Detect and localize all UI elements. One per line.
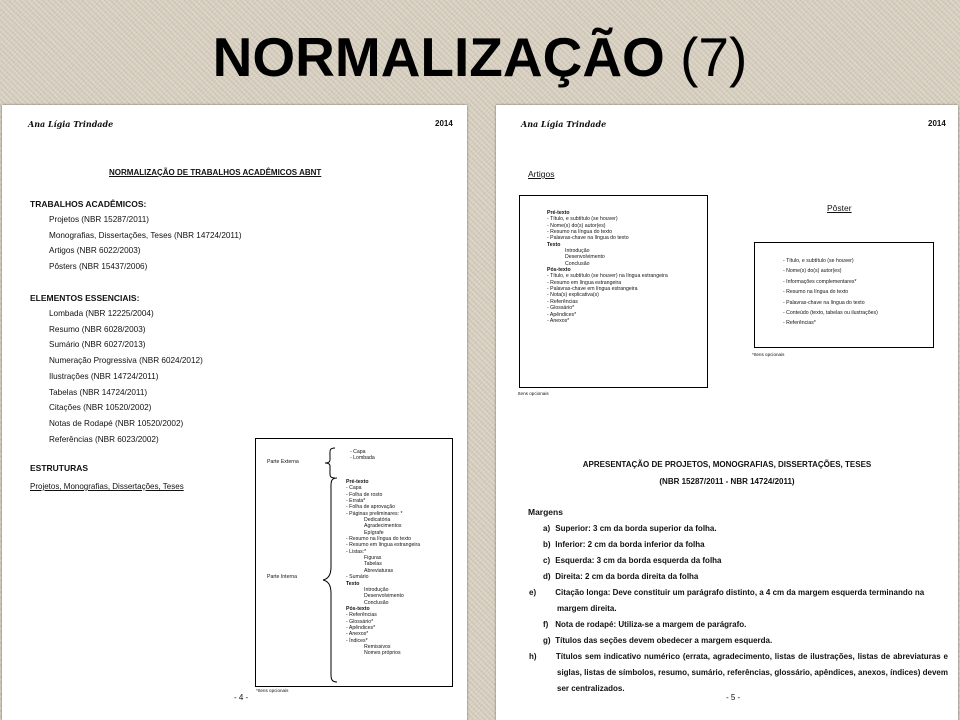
apresentacao-title: APRESENTAÇÃO DE PROJETOS, MONOGRAFIAS, DISSERTAÇÕES, TESES	[582, 460, 872, 469]
list-item: - Folha de rosto	[346, 491, 383, 498]
rule-text: Esquerda: 3 cm da borda esquerda da folha	[555, 556, 722, 565]
rule-label: d)	[543, 572, 551, 581]
list-item: - Referências	[346, 612, 377, 619]
list-item: Monografias, Dissertações, Teses (NBR 14724/2011)	[49, 230, 242, 240]
rule-item	[543, 521, 948, 537]
list-item: - Resumo em língua estrangeira	[547, 279, 622, 286]
apresentacao-subtitle: (NBR 15287/2011 - NBR 14724/2011)	[659, 477, 795, 486]
internal-items	[346, 479, 420, 657]
list-item: Tabelas (NBR 14724/2011)	[49, 387, 148, 397]
list-subitem: Figuras	[364, 555, 382, 562]
texto-title: Texto	[547, 241, 561, 248]
rule-item	[543, 569, 948, 585]
list-item: - Nota(s) explicativa(s)	[547, 292, 599, 299]
section-title-elementos: ELEMENTOS ESSENCIAIS:	[30, 293, 140, 303]
rule-item	[529, 585, 948, 617]
slide-title-main: NORMALIZAÇÃO	[212, 26, 665, 88]
postexto-title: Pós-texto	[346, 605, 370, 612]
artigos-title: Artigos	[528, 169, 555, 179]
brace-external-icon	[324, 447, 338, 479]
list-item: Notas de Rodapé (NBR 10520/2002)	[49, 418, 184, 428]
postexto-title: Pós-texto	[547, 267, 571, 274]
list-item: - Anexos*	[547, 317, 570, 324]
list-item: - Palavras-chave na língua do texto	[547, 235, 629, 242]
list-subitem: Nomes próprios	[364, 650, 401, 657]
list-item: - Resumo na língua do texto	[547, 229, 613, 236]
list-item: - Sumário	[346, 574, 369, 581]
rule-label: e)	[529, 588, 537, 597]
list-item: Lombada (NBR 12225/2004)	[49, 309, 154, 318]
list-item: Sumário (NBR 6027/2013)	[49, 340, 146, 350]
artigos-items	[547, 210, 668, 324]
rule-text: Citação longa: Deve constituir um parágrafo distinto, a 4 cm da margem esquerda terminando na margem direita.	[555, 588, 925, 613]
texto-title: Texto	[346, 580, 360, 587]
list-item: - Título, e subtítulo (se houver)	[547, 216, 618, 223]
poster-title: Pôster	[827, 203, 852, 213]
external-part-label: Parte Externa	[267, 459, 299, 465]
list-subitem: Tabelas	[364, 561, 382, 568]
list-item: Artigos (NBR 6022/2003)	[49, 246, 141, 256]
list-subitem: Abreviaturas	[364, 567, 394, 574]
rule-label: h)	[529, 652, 537, 661]
rule-label: f)	[543, 620, 549, 629]
list-item: - Título, e subtítulo (se houver) na língua estrangeira	[547, 273, 668, 280]
list-item: - Apêndices*	[346, 624, 376, 631]
slide-title	[0, 22, 960, 92]
list-subitem: Desenvolvimento	[364, 593, 404, 600]
list-elementos	[49, 306, 203, 447]
document-page-right	[496, 105, 958, 720]
list-item: - Nome(s) do(s) autor(es)	[547, 222, 606, 229]
margens-rules	[529, 521, 948, 697]
list-item: - Palavras-chave na língua do texto	[783, 299, 865, 306]
rule-text: Títulos das seções devem obedecer a margem esquerda.	[555, 636, 773, 645]
page-author: Ana Lígia Trindade	[521, 119, 607, 129]
list-item: - Capa	[350, 449, 366, 455]
list-item: Numeração Progressiva (NBR 6024/2012)	[49, 356, 203, 366]
list-item: - Listas:*	[346, 548, 367, 555]
list-item: Referências (NBR 6023/2002)	[49, 434, 159, 444]
list-subitem: Conclusão	[565, 260, 590, 267]
slide-title-number: (7)	[680, 26, 748, 88]
list-item: - Anexos*	[346, 631, 369, 638]
diagram-footnote: *Itens opcionais	[256, 688, 289, 693]
list-subitem: Introdução	[364, 586, 389, 593]
list-subitem: Introdução	[565, 248, 590, 255]
list-item: Pôsters (NBR 15437/2006)	[49, 261, 148, 271]
list-subitem: Desenvolvimento	[565, 254, 605, 261]
document-page-left	[2, 105, 467, 720]
list-item: Ilustrações (NBR 14724/2011)	[49, 371, 159, 381]
list-item: - Lombada	[350, 455, 375, 462]
list-item: - Referências	[547, 298, 578, 305]
list-item: - Resumo na língua do texto	[783, 289, 849, 296]
list-item: - Resumo na língua do texto	[346, 536, 412, 543]
list-item: - Nome(s) do(s) autor(es)	[783, 268, 842, 275]
artigos-box	[519, 195, 708, 388]
pretexto-title: Pré-texto	[346, 479, 369, 485]
list-item: - Referências*	[783, 320, 816, 327]
section-title-estruturas: ESTRUTURAS	[30, 463, 89, 473]
list-item: Resumo (NBR 6028/2003)	[49, 324, 146, 334]
list-item: - Glossário*	[346, 618, 374, 625]
list-subitem: Dedicatória	[364, 517, 391, 524]
rule-text: Direita: 2 cm da borda direita da folha	[555, 572, 699, 581]
brace-internal-icon	[322, 477, 340, 683]
rule-text: Inferior: 2 cm da borda inferior da folha	[555, 540, 705, 549]
list-item: - Glossário*	[547, 305, 575, 312]
external-items	[350, 449, 375, 462]
list-item: - Palavras-chave em língua estrangeira	[547, 286, 638, 293]
page-number: - 5 -	[726, 693, 741, 702]
page-year: 2014	[435, 119, 453, 128]
list-item: Projetos (NBR 15287/2011)	[49, 215, 149, 224]
rule-item	[543, 617, 948, 633]
rule-label: c)	[543, 556, 551, 565]
list-subitem: Agradecimentos	[364, 523, 402, 530]
list-item: - Folha de aprovação	[346, 504, 396, 511]
poster-box	[754, 242, 934, 348]
list-item: - Páginas preliminares: *	[346, 510, 403, 517]
poster-footnote: *Itens opcionais	[752, 352, 785, 357]
list-trabalhos	[49, 212, 242, 274]
structure-diagram	[255, 438, 453, 687]
poster-items	[783, 256, 878, 329]
internal-part-label: Parte Interna	[267, 574, 297, 580]
rule-text: Títulos sem indicativo numérico (errata, agradecimento, listas de ilustrações, listas de abreviaturas e siglas, listas de símbolos, resumo, sumário, referências, glossário, apêndices, anexos, índices) devem ser centralizados.	[555, 652, 948, 693]
rule-label: g)	[543, 636, 551, 645]
rule-label: b)	[543, 540, 551, 549]
list-item: - Índices*	[346, 637, 368, 644]
rule-text: Nota de rodapé: Utiliza-se a margem de parágrafo.	[555, 620, 747, 629]
list-item: - Apêndices*	[547, 311, 577, 318]
rule-item	[543, 633, 948, 649]
list-subitem: Conclusão	[364, 599, 389, 606]
margens-title: Margens	[528, 507, 563, 517]
list-subitem: Remissivos	[364, 643, 391, 650]
list-item: - Informações complementares*	[783, 278, 857, 285]
rule-item	[543, 553, 948, 569]
pretexto-title: Pré-texto	[547, 210, 570, 216]
rule-label: a)	[543, 524, 551, 533]
rule-item	[543, 537, 948, 553]
page-year: 2014	[928, 119, 946, 128]
page-author: Ana Lígia Trindade	[28, 119, 114, 129]
artigos-footnote: Itens opcionais	[518, 391, 549, 396]
estruturas-link[interactable]: Projetos, Monografias, Dissertações, Teses	[30, 482, 184, 491]
list-item: - Título, e subtítulo (se houver)	[783, 258, 854, 264]
document-heading: NORMALIZAÇÃO DE TRABALHOS ACADÊMICOS ABNT	[109, 168, 322, 177]
section-title-trabalhos: TRABALHOS ACADÊMICOS:	[30, 199, 147, 209]
rule-item	[529, 649, 948, 697]
list-subitem: Epígrafe	[364, 529, 384, 536]
list-item: - Errata*	[346, 498, 366, 505]
list-item: Citações (NBR 10520/2002)	[49, 403, 152, 413]
rule-text: Superior: 3 cm da borda superior da folha.	[555, 524, 717, 533]
list-item: - Conteúdo (texto, tabelas ou ilustrações)	[783, 310, 878, 317]
list-item: - Resumo em língua estrangeira	[346, 542, 421, 549]
page-number: - 4 -	[234, 693, 249, 702]
list-item: - Capa	[346, 485, 362, 492]
